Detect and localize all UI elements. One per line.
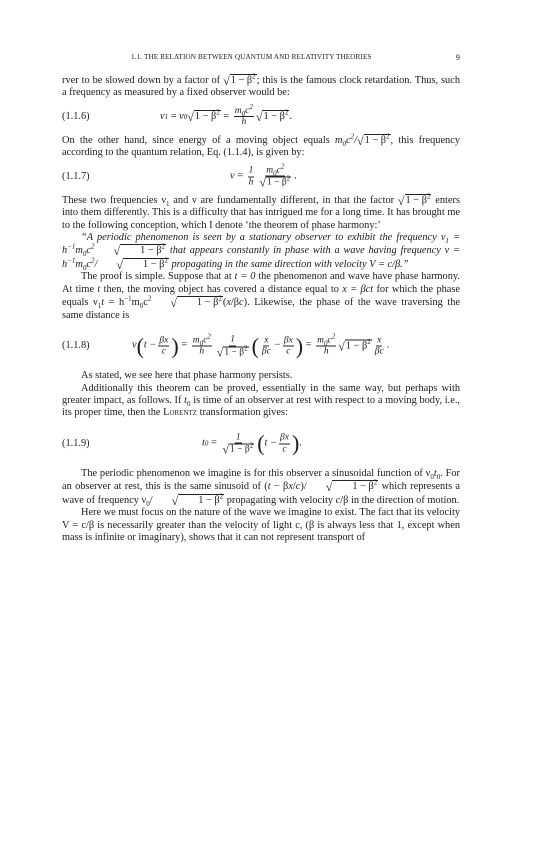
paragraph: As stated, we see here that phase harmony persists.: [81, 370, 293, 382]
running-title: 1.1. THE RELATION BETWEEN QUANTUM AND RELATIVITY THEORIES: [131, 53, 372, 61]
page-number: 9: [455, 53, 460, 62]
equation-1-1-7: (1.1.7) ν = $\frac{1}{h}$ $m_0c^2$ √ $1 - \beta^2$ .: [62, 162, 297, 190]
theorem-quote: “A periodic phenomenon is seen by a stationary observer to exhibit the frequency $\nu_1 = h^{-1}m_0c^2$ √ $1 - \beta^2$ that appears constantly in phase with a wave having frequency $\nu = h^{-1}m_0c^2/$ √ $1 - \beta^2$ propagating in the same direction with velocity V = c/β.”: [62, 232, 460, 273]
paragraph: Additionally this theorem can be proved, essentially in the same way, but perhaps with greater impact, as follows. If $t_0$ is time of an observer at rest with respect to a moving body, i.e., its proper time, then the Lorentz transformation gives:: [62, 382, 460, 419]
paragraph: The proof is simple. Suppose that at t = 0 the phenomenon and wave have phase harmony. At time t then, the moving object has covered a distance equal to x = βct for which the phase equals $\nu_1t = h^{-1}m_0c^2$ √ $1 - \beta^2$ (x/βc). Likewise, the phase of the wave traversing the same distance is: [62, 271, 460, 321]
page-body: [62, 74, 460, 544]
paragraph: Here we must focus on the nature of the wave we imagine to exist. The fact that its velocity V = c/β is necessarily greater than the velocity of light c, (β is always less that 1, except when mass is infinite or imaginary), shows that it can not represent transport of: [62, 507, 460, 543]
equation-1-1-8: (1.1.8) ν ( t − $\frac{\beta x}{c}$ ) = $\frac{m_0c^2}{h}$ 1 √ $1 - \beta^2$ ( $\frac{x}{\beta c}$ − $\frac{\beta x}{c}$ ) = $\frac{m_0c^2}{h}$ √ $1 - \beta^2$ $\frac{x}{\beta c}$ .: [62, 332, 390, 360]
equation-number: (1.1.6): [62, 110, 90, 122]
equation-number: (1.1.8): [62, 339, 90, 351]
paragraph: These two frequencies $\nu_1$ and ν are fundamentally different, in that the factor √ $1 - \beta^2$ enters into them differently. This is a difficulty that has intrigued me for a long time. It has brought me to the following conception, which I denote ‘the theorem of phase harmony:’: [62, 192, 460, 231]
paragraph: On the other hand, since energy of a moving object equals $m_0c^2/$ √ $1 - \beta^2$ , this frequency according to the quantum relation, Eq. (1.1.4), is given by:: [62, 132, 460, 159]
equation-number: (1.1.9): [62, 437, 90, 449]
paragraph: The periodic phenomenon we imagine is for this observer a sinusoidal function of $\nu_0t_0$. For an observer at rest, this is the same sinusoid of (t − βx/c)/ √ $1 - \beta^2$ which represents a wave of frequency $\nu_0/$ √ $1 - \beta^2$ propagating with velocity c/β in the direction of motion.: [62, 467, 460, 508]
paragraph: rver to be slowed down by a factor of √ $1 - \beta^2$ ; this is the famous clock retardation. Thus, such a frequency as measured by a fixed observer would be:: [62, 72, 460, 99]
equation-1-1-9: (1.1.9) t 0 = 1 √ $1 - \beta^2$ ( t − $\frac{\beta x}{c}$ ) .: [62, 430, 302, 457]
equation-1-1-6: (1.1.6) ν 1 = ν 0 √ $1 - \beta^2$ = $\frac{m_0c^2}{h}$ √ $1 - \beta^2$ .: [62, 102, 293, 128]
equation-number: (1.1.7): [62, 170, 90, 182]
